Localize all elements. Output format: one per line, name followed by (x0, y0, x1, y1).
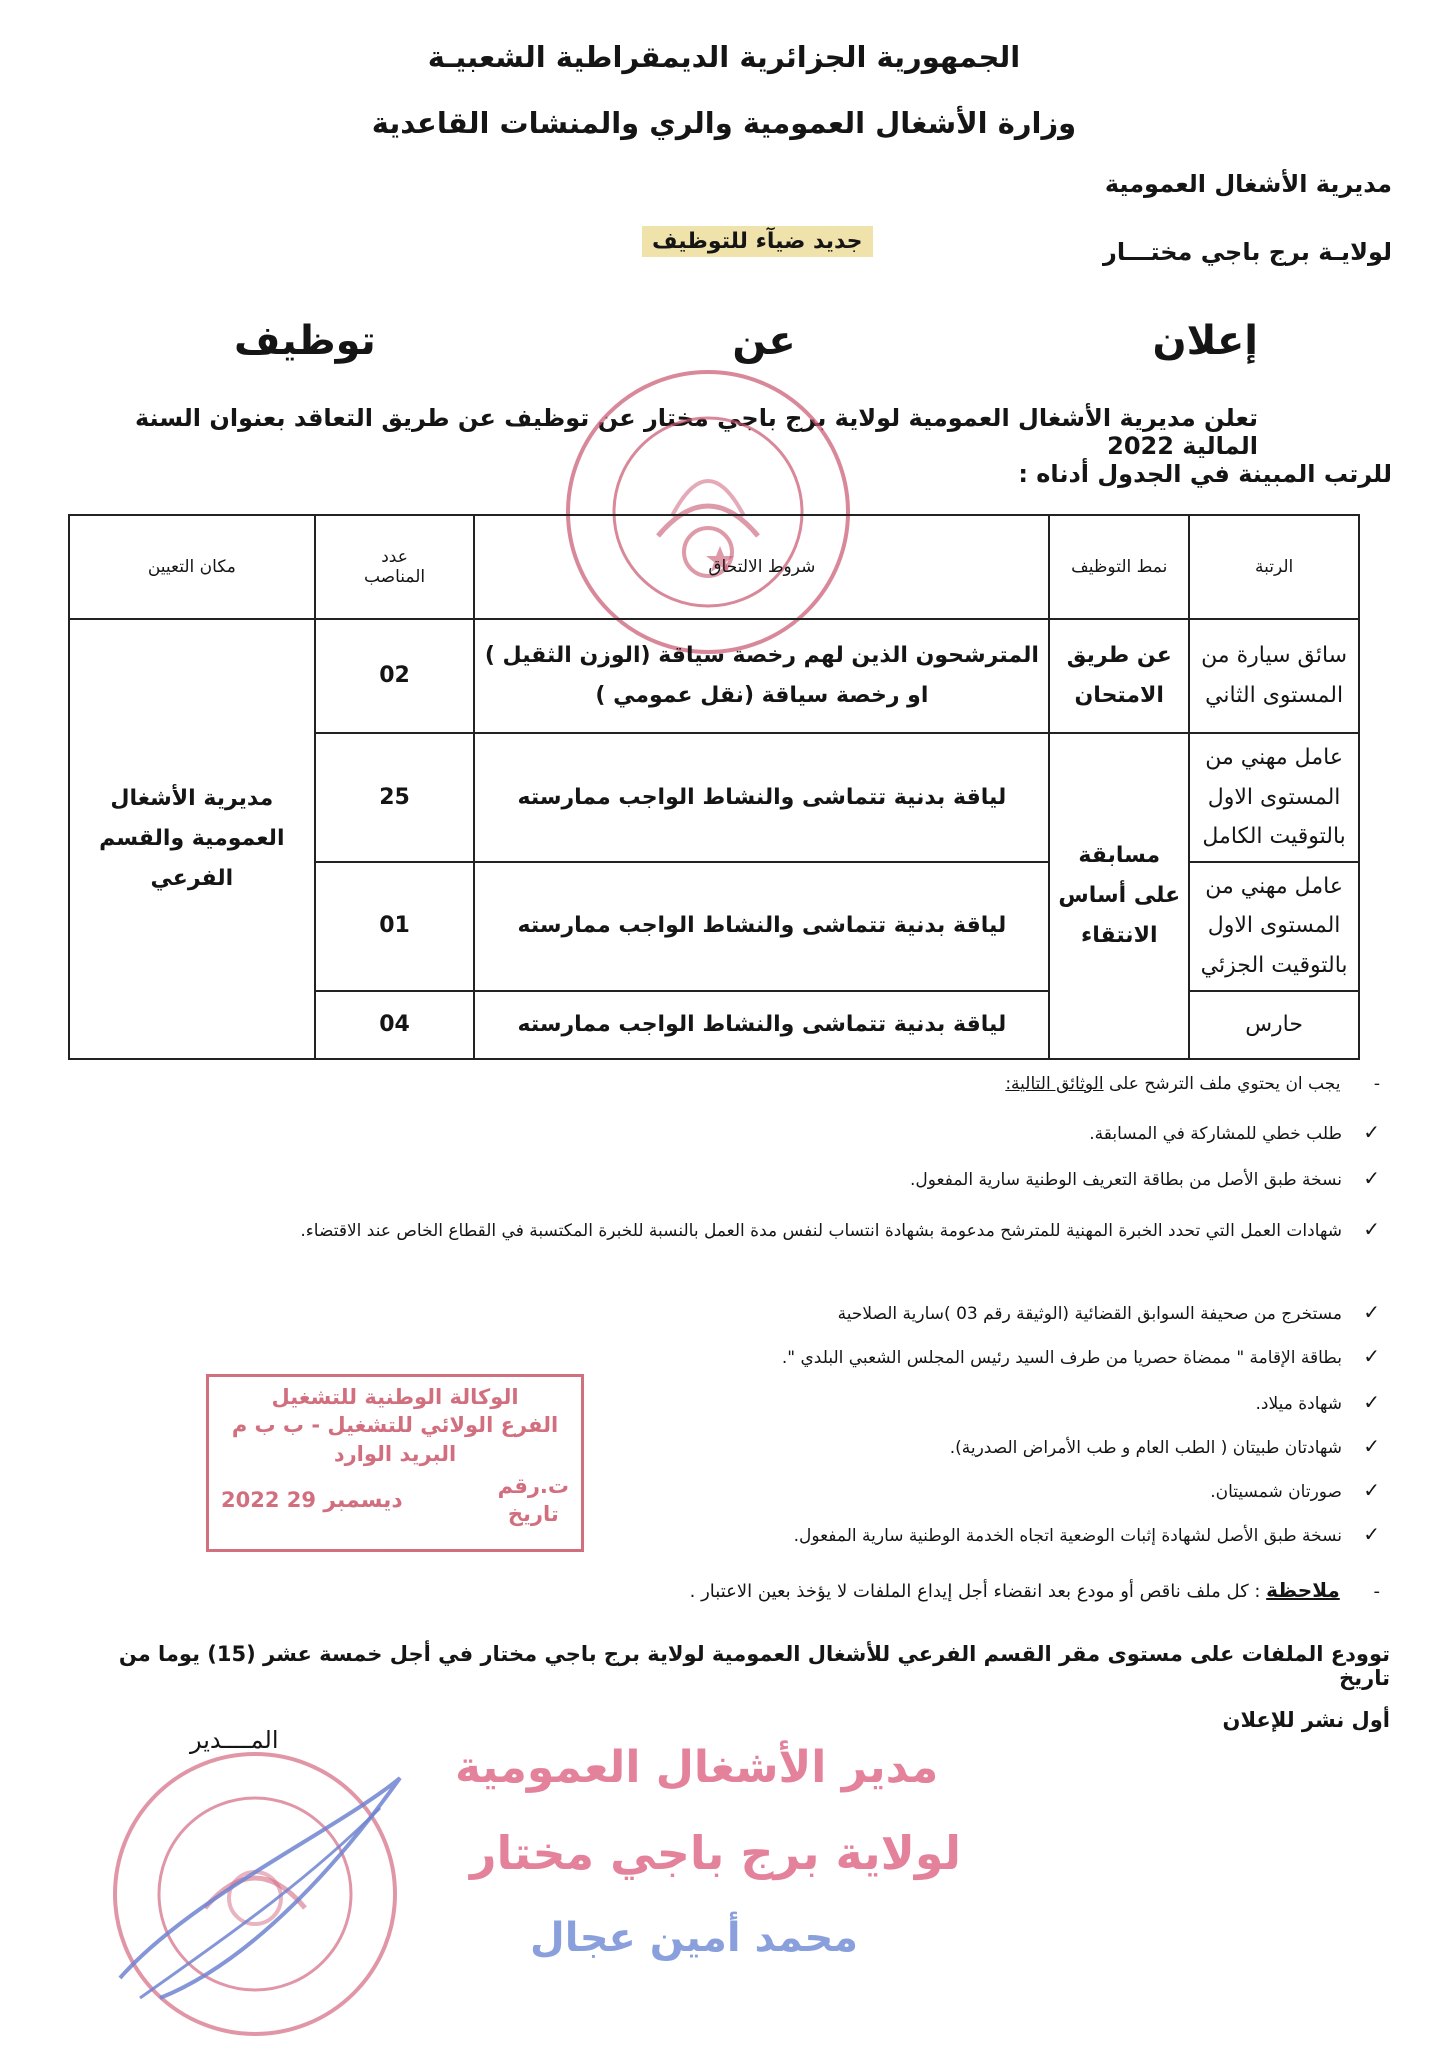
rank-cell: سائق سيارة من المستوى الثاني (1189, 619, 1359, 733)
intro-line-2: للرتب المبينة في الجدول أدناه : (1018, 460, 1392, 488)
rank-cell: عامل مهني من المستوى الاول بالتوقيت الكامل (1189, 733, 1359, 862)
list-item-text: شهادات العمل التي تحدد الخبرة المهنية للمترشح مدعومة بشهادة انتساب لنفس مدة العمل بالنسبة للخبرة المكتسبة في القطاع الخاص عند الاقتضاء. (300, 1221, 1342, 1241)
directorate-line-2: لولايـة برج باجي مختـــار (1103, 238, 1392, 266)
ministry-header: وزارة الأشغال العمومية والري والمنشات القاعدية (371, 106, 1077, 140)
requirements-dash: - (1373, 1074, 1380, 1094)
count-cell: 25 (315, 733, 475, 862)
table-header-row (69, 515, 1359, 619)
note (690, 1578, 1380, 1602)
list-item (794, 1522, 1380, 1546)
check-icon: ✓ (1363, 1120, 1380, 1144)
conditions-line-1: المترشحون الذين لهم رخصة سياقة (الوزن الثقيل ) (484, 643, 1039, 669)
conditions-cell: لياقة بدنية تتماشى والنشاط الواجب ممارسته (474, 991, 1049, 1059)
deposit-line-2: أول نشر للإعلان (1222, 1708, 1390, 1732)
mode-cell-selection: مسابقة على أساس الانتقاء (1049, 733, 1189, 1059)
header-location: مكان التعيين (69, 515, 315, 619)
stamp-date-row (209, 1472, 581, 1529)
stamp-year: 2022 (221, 1487, 280, 1512)
stamp-date-label: تاريخ (507, 1502, 559, 1527)
count-cell: 01 (315, 862, 475, 991)
location-cell: مديرية الأشغال العمومية والقسم الفرعي (69, 619, 315, 1059)
requirements-intro-text: يجب ان يحتوي ملف الترشح على (1103, 1074, 1341, 1094)
stamp-line-2: الفرع الولائي للتشغيل - ب ب م (231, 1413, 559, 1438)
conditions-cell (474, 619, 1049, 733)
note-label: ملاحظة (1266, 1578, 1340, 1602)
check-icon: ✓ (1363, 1390, 1380, 1414)
note-text: : كل ملف ناقص أو مودع بعد انقضاء أجل إيداع الملفات لا يؤخذ بعين الاعتبار . (689, 1581, 1261, 1602)
header-count-line-1: عدد (381, 547, 408, 567)
conditions-cell: لياقة بدنية تتماشى والنشاط الواجب ممارسته (474, 862, 1049, 991)
director-seal-stamp (100, 1748, 410, 2040)
director-title: المــــدير (190, 1726, 279, 1754)
list-item-text: بطاقة الإقامة " ممضاة حصريا من طرف السيد رئيس المجلس الشعبي البلدي ". (781, 1348, 1342, 1368)
list-item-text: نسخة طبق الأصل لشهادة إثبات الوضعية اتجاه الخدمة الوطنية سارية المفعول. (793, 1526, 1342, 1546)
signature-stamp-line-1: مدير الأشغال العمومية (455, 1742, 939, 1793)
header-mode: نمط التوظيف (1049, 515, 1189, 619)
check-icon: ✓ (1363, 1344, 1380, 1368)
stamp-line-3: البريد الوارد (333, 1441, 457, 1466)
republic-header: الجمهورية الجزائرية الديمقراطية الشعبيـة (427, 40, 1021, 74)
list-item-text: صورتان شمسيتان. (1210, 1482, 1342, 1502)
list-item-text: مستخرج من صحيفة السوابق القضائية (الوثيقة رقم 03 )سارية الصلاحية (837, 1304, 1342, 1324)
list-item (120, 1210, 1380, 1248)
received-stamp (206, 1374, 584, 1552)
check-icon: ✓ (1363, 1166, 1380, 1190)
stamp-labels (498, 1472, 569, 1529)
announcement-title: إعلان عن توظيف (234, 318, 1258, 364)
table-row (69, 619, 1359, 733)
stamp-line-1: الوكالة الوطنية للتشغيل (271, 1385, 519, 1409)
directorate-line-1: مديرية الأشغال العمومية (1104, 170, 1392, 198)
intro-line-1: تعلن مديرية الأشغال العمومية لولاية برج باجي مختار عن توظيف عن طريق التعاقد بعنوان السنة المالية 2022 (135, 404, 1258, 460)
list-item-text: شهادتان طبيتان ( الطب العام و طب الأمراض الصدرية). (949, 1438, 1342, 1458)
count-cell: 04 (315, 991, 475, 1059)
header-count (315, 515, 475, 619)
note-dash: - (1373, 1581, 1380, 1602)
header-rank: الرتبة (1189, 515, 1359, 619)
signature-name: محمد أمين عجال (530, 1915, 859, 1961)
rank-cell: حارس (1189, 991, 1359, 1059)
check-icon: ✓ (1363, 1300, 1380, 1324)
header-conditions: شروط الالتحاق (474, 515, 1049, 619)
jobs-table (68, 514, 1360, 1060)
check-icon: ✓ (1363, 1434, 1380, 1458)
list-item (1089, 1120, 1380, 1144)
list-item (950, 1434, 1380, 1458)
stamp-ref-label: ت.رقم (497, 1474, 569, 1499)
check-icon: ✓ (1363, 1478, 1380, 1502)
list-item-text: طلب خطي للمشاركة في المسابقة. (1089, 1124, 1342, 1144)
count-cell: 02 (315, 619, 475, 733)
conditions-line-2: او رخصة سياقة (نقل عمومي ) (595, 683, 929, 708)
stamp-day: 29 (286, 1487, 316, 1512)
list-item (782, 1344, 1380, 1368)
check-icon: ✓ (1363, 1217, 1380, 1241)
conditions-cell: لياقة بدنية تتماشى والنشاط الواجب ممارسته (474, 733, 1049, 862)
requirements-intro-underlined: الوثائق التالية: (1005, 1074, 1104, 1094)
list-item (1256, 1390, 1381, 1414)
requirements-intro (1005, 1074, 1380, 1094)
mode-cell-exam: عن طريق الامتحان (1049, 619, 1189, 733)
list-item (1210, 1478, 1380, 1502)
stamp-month: ديسمبر (323, 1487, 403, 1513)
list-item-text: شهادة ميلاد. (1255, 1394, 1342, 1414)
signature-stamp-line-2: لولاية برج باجي مختار (470, 1826, 962, 1880)
stamp-date (221, 1486, 403, 1516)
deposit-line-1: توودع الملفات على مستوى مقر القسم الفرعي للأشغال العمومية لولاية برج باجي مختار في أجل خمسة عشر (15) يوما من تاريخ (118, 1642, 1390, 1690)
list-item (910, 1166, 1380, 1190)
highlight-badge: جديد ضيآء للتوظيف (642, 226, 873, 257)
rank-cell: عامل مهني من المستوى الاول بالتوقيت الجزئي (1189, 862, 1359, 991)
list-item (838, 1300, 1380, 1324)
list-item-text: نسخة طبق الأصل من بطاقة التعريف الوطنية سارية المفعول. (909, 1170, 1342, 1190)
check-icon: ✓ (1363, 1522, 1380, 1546)
header-count-line-2: المناصب (363, 567, 426, 587)
